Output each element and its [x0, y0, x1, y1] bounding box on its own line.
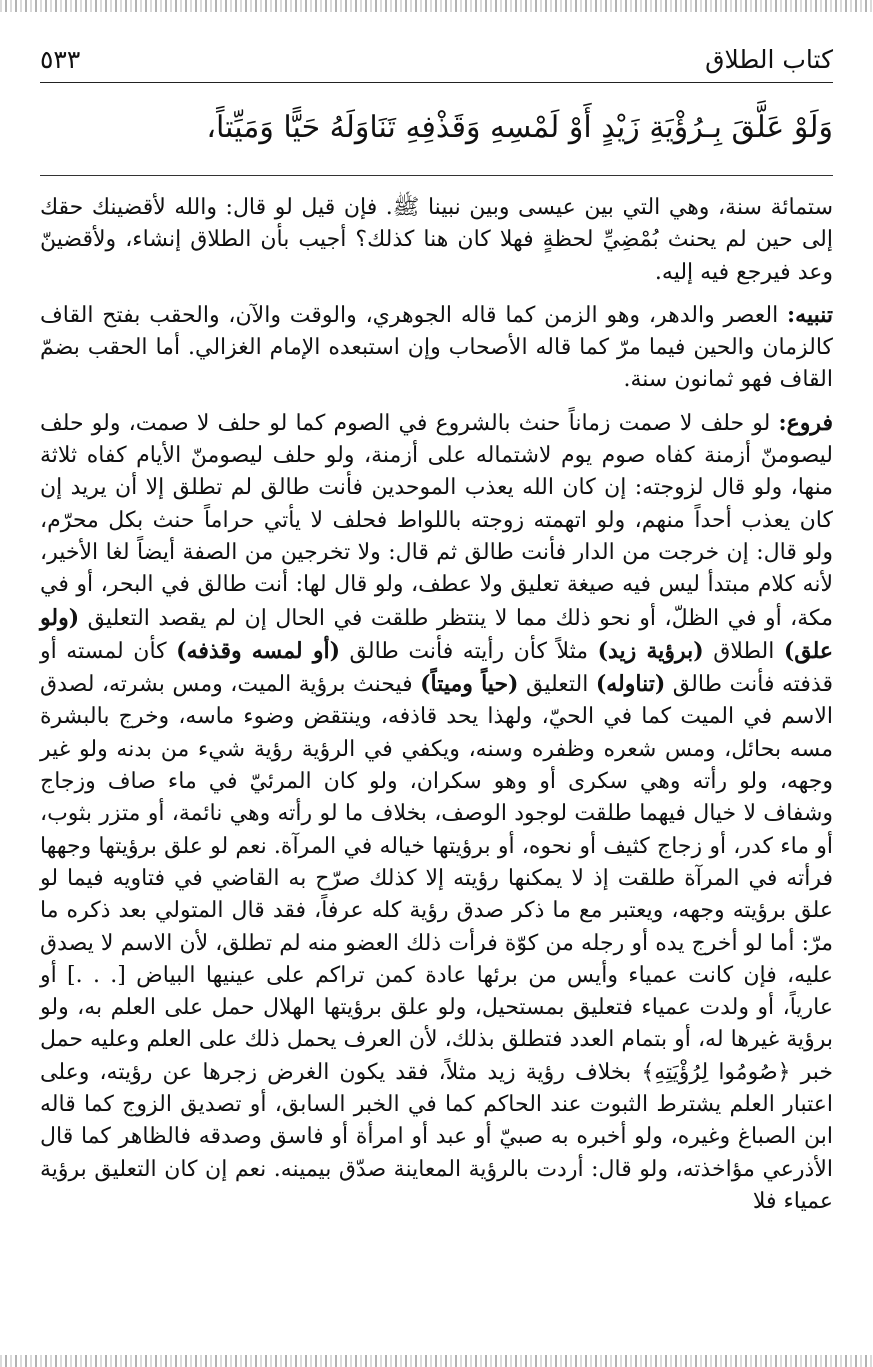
furu-text-c: الطلاق	[703, 638, 784, 664]
matn-quote-4: (تناوله)	[595, 671, 666, 698]
furu-text-k: فيحنث برؤية الميت، ومس بشرته، لصدق الاسم في الميت كما في الحيّ، ولهذا يحد قاذفه، وينتقض وضوء ماسه، وخرج بالبشرة مسه بحائل، ومس شعره وظفره وسنه، ويكفي في الرؤية رؤية شيء من بدنه ولو غير وجهه، ولو رأته وهي سكرى أو وهو سكران، ولو كان المرئيّ في ماء صاف وزجاج وشفاف لا خيال فيهما طلقت لوجود الوصف، بخلاف ما لو رأته وهي نائمة، أو متزر بثوب، أو ماء كدر، أو زجاج كثيف أو نحوه، أو برؤيتها خياله في المرآة. نعم لو علق برؤيتها وجهها فرأته في المرآة طلقت إذ لا يمكنها رؤيته إلا كذلك صرّح به القاضي في فتاويه فيما لو علق برؤيته وجهه، ويعتبر مع ما ذكر صدق رؤية كله عرفاً، فقد قال المتولي بعد ذكره ما مرّ: أما لو أخرج يده أو رجله من كوّة فرأت ذلك العضو منه لم تطلق، لأن الاسم لا يصدق عليه، فإن كانت عمياء وأيس من برئها عادة كمن تراكم على عينيها البياض [. . .] أو عارياً، أو ولدت عمياء فتعليق بمستحيل، ولو علق برؤيتها الهلال حمل على العلم به، ولو برؤية غيرها له، أو بتمام العدد فتطلق بذلك، لأن العرف يحمل ذلك على العلم وعليه حمل خبر ﴿صُومُوا لِرُؤْيَتِهِ﴾ بخلاف رؤية زيد مثلاً، فقد يكون الغرض زجرها عن رؤيته، وعلى اعتبار العلم يشترط الثبوت عند الحاكم كما في الخبر السابق، أو تصديق الزوج كما قاله ابن الصباغ وغيره، ولو أخبره به صبيّ أو عبد أو امرأة أو فاسق وصدقه فالظاهر كما قال الأذرعي مؤاخذته، ولو قال: أردت بالرؤية المعاينة صدّق بيمينه. نعم إن كان التعليق برؤية عمياء فلا	[40, 672, 833, 1214]
matn-quote-1: (ولو علق)	[40, 604, 834, 664]
furu-text-i: التعليق	[518, 672, 596, 698]
paragraph-tanbih	[40, 299, 833, 397]
bottom-ornament-border	[0, 1355, 873, 1367]
furu-text-g: كأن لمسته أو قذفته فأنت طالق	[40, 638, 834, 698]
tanbih-label: تنبيه:	[787, 301, 833, 328]
book-title: كتاب الطلاق	[705, 45, 833, 74]
page-header	[40, 40, 833, 80]
matn-quote-2: (برؤية زيد)	[597, 637, 704, 664]
paragraph-1: ستمائة سنة، وهي التي بين عيسى وبين نبينا ﷺ. فإن قيل لو قال: والله لأقضينك حقك إلى حين لم يحنث بُمْضِيِّ لحظةٍ فهلا كان هنا كذلك؟ أجيب بأن الطلاق إنشاء، ولأقضينّ وعد فيرجع فيه إليه.	[40, 195, 833, 285]
matn-text: وَلَوْ عَلَّقَ بِـرُؤْيَةِ زَيْدٍ أَوْ لَمْسِهِ وَقَذْفِهِ تَنَاوَلَهُ حَيًّا وَمَيِّتاً،	[206, 110, 833, 145]
furu-text-a: لو حلف لا صمت زماناً حنث بالشروع في الصوم كما لو حلف لا صمت، ولو حلف ليصومنّ أزمنة كفاه صوم يوم لاشتماله على أزمنة، ولو حلف ليصومنّ الأيام كفاه ثلاثة منها، ولو قال لزوجته: إن كان الله يعذب الموحدين فأنت طالق لم تطلق إلا أن يريد إن كان يعذب أحداً منهم، ولو اتهمته زوجته باللواط فحلف لا يأتي حراماً حنث بكل محرّم، ولو قال: إن خرجت من الدار فأنت طالق ثم قال: ولا تخرجين من الصفة أيضاً لغا الأخير، لأنه كلام مبتدأ ليس فيه صيغة تعليق ولا عطف، ولو قال لها: أنت طالق في البحر، أو في مكة، أو في الظلّ، أو نحو ذلك مما لا ينتظر طلقت في الحال إن لم يقصد التعليق	[40, 410, 833, 631]
tanbih-text: العصر والدهر، وهو الزمن كما قاله الجوهري، والوقت والآن، والحقب بفتح القاف كالزمان والحين فيما مرّ كما قاله الأصحاب وإن استبعده الإمام الغزالي. أما الحقب بضمّ القاف فهو ثمانون سنة.	[40, 302, 833, 393]
top-ornament-border	[0, 0, 873, 12]
furu-text-e: مثلاً كأن رأيته فأنت طالق	[339, 638, 598, 664]
commentary-body	[40, 192, 833, 1218]
furu-label: فروع:	[778, 409, 833, 436]
matn-separator	[40, 175, 833, 176]
header-rule	[40, 82, 833, 83]
matn-quote-5: (حياً وميتاً)	[420, 671, 519, 698]
page-number: ٥٣٣	[40, 45, 81, 74]
paragraph-furu	[40, 407, 833, 1218]
matn-quote-3: (أو لمسه وقذفه)	[176, 637, 340, 664]
